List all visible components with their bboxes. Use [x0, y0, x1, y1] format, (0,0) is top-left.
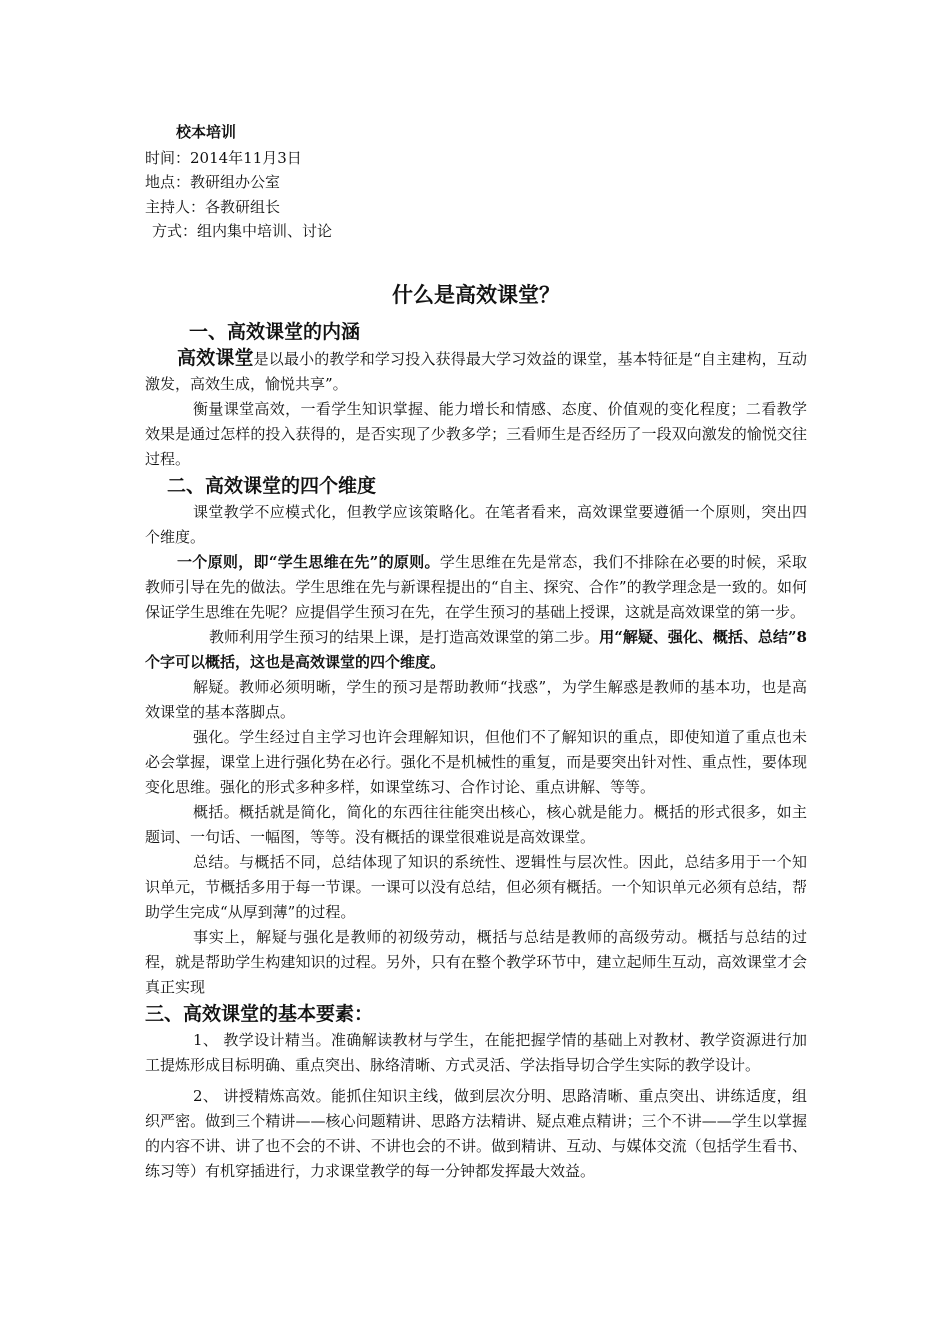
section-1-paragraph-1: 高效课堂是以最小的教学和学习投入获得最大学习效益的课堂，基本特征是“自主建构，互动激发，高效生成，愉悦共享”。 [145, 346, 807, 393]
section-3-heading: 三、高效课堂的基本要素： [145, 1002, 374, 1025]
section-3-item-2: 2、 讲授精炼高效。能抓住知识主线，做到层次分明、思路清晰、重点突出、讲练适度，组织严密。做到三个精讲——核心问题精讲、思路方法精讲、疑点难点精讲；三个不讲——学生以掌握的内容不讲、讲了也不会的不讲、不讲也会的不讲。做到精讲、互动、与媒体交流（包括学生看书、练习等）有机穿插进行，力求课堂教学的每一分钟都发挥最大效益。 [145, 1086, 807, 1180]
section-2-paragraph-2: 一个原则，即“学生思维在先”的原则。学生思维在先是常态，我们不排除在必要的时候，采取教师引导在先的做法。学生思维在先与新课程提出的“自主、探究、合作”的教学理念是一致的。如何保证学生思维在先呢？应提倡学生预习在先，在学生预习的基础上授课，这就是高效课堂的第一步。 [145, 552, 807, 621]
meeting-time: 时间：2014年11月3日 [145, 148, 302, 167]
page-title: 什么是高效课堂？ [392, 282, 560, 307]
section-3-item-1: 1、 教学设计精当。准确解读教材与学生，在能把握学情的基础上对教材、教学资源进行加工提炼形成目标明确、重点突出、脉络清晰、方式灵活、学法指导切合学生实际的教学设计。 [145, 1030, 807, 1074]
section-2-paragraph-3: 教师利用学生预习的结果上课，是打造高效课堂的第二步。用“解疑、强化、概括、总结”8个字可以概括，这也是高效课堂的四个维度。 [145, 627, 807, 671]
section-2-heading: 二、高效课堂的四个维度 [167, 474, 377, 497]
section-2-paragraph-1: 课堂教学不应模式化，但教学应该策略化。在笔者看来，高效课堂要遵循一个原则，突出四个维度。 [145, 502, 807, 546]
meeting-method: 方式：组内集中培训、讨论 [152, 222, 333, 240]
section-2-paragraph-6: 概括。概括就是简化，简化的东西往往能突出核心，核心就是能力。概括的形式很多，如主题词、一句话、一幅图，等等。没有概括的课堂很难说是高效课堂。 [145, 802, 807, 846]
section-2-paragraph-8: 事实上，解疑与强化是教师的初级劳动，概括与总结是教师的高级劳动。概括与总结的过程，就是帮助学生构建知识的过程。另外，只有在整个教学环节中，建立起师生互动，高效课堂才会真正实现 [145, 927, 807, 996]
meeting-place: 地点：教研组办公室 [145, 173, 281, 191]
dimensions-bold: 用“解疑、强化、概括、总结”8个字可以概括，这也是高效课堂的四个维度。 [145, 627, 807, 671]
term-highlight: 高效课堂 [177, 346, 254, 369]
section-2-paragraph-5: 强化。学生经过自主学习也许会理解知识，但他们不了解知识的重点，即使知道了重点也未必会掌握，课堂上进行强化势在必行。强化不是机械性的重复，而是要突出针对性、重点性，要体现变化思维。强化的形式多种多样，如课堂练习、合作讨论、重点讲解、等等。 [145, 727, 807, 796]
document-page [145, 120, 807, 1184]
training-title: 校本培训 [176, 123, 237, 141]
meeting-host: 主持人：各教研组长 [145, 197, 281, 216]
principle-bold: 一个原则，即“学生思维在先”的原则。 [177, 552, 440, 571]
section-1-heading: 一、高效课堂的内涵 [189, 320, 361, 343]
section-2-paragraph-7: 总结。与概括不同，总结体现了知识的系统性、逻辑性与层次性。因此，总结多用于一个知识单元，节概括多用于每一节课。一课可以没有总结，但必须有概括。一个知识单元必须有总结，帮助学生完成“从厚到薄”的过程。 [145, 852, 807, 921]
section-1-paragraph-2: 衡量课堂高效，一看学生知识掌握、能力增长和情感、态度、价值观的变化程度；二看教学效果是通过怎样的投入获得的，是否实现了少教多学；三看师生是否经历了一段双向激发的愉悦交往过程。 [145, 399, 807, 468]
section-2-paragraph-4: 解疑。教师必须明晰，学生的预习是帮助教师“找惑”，为学生解惑是教师的基本功，也是高效课堂的基本落脚点。 [145, 677, 807, 721]
